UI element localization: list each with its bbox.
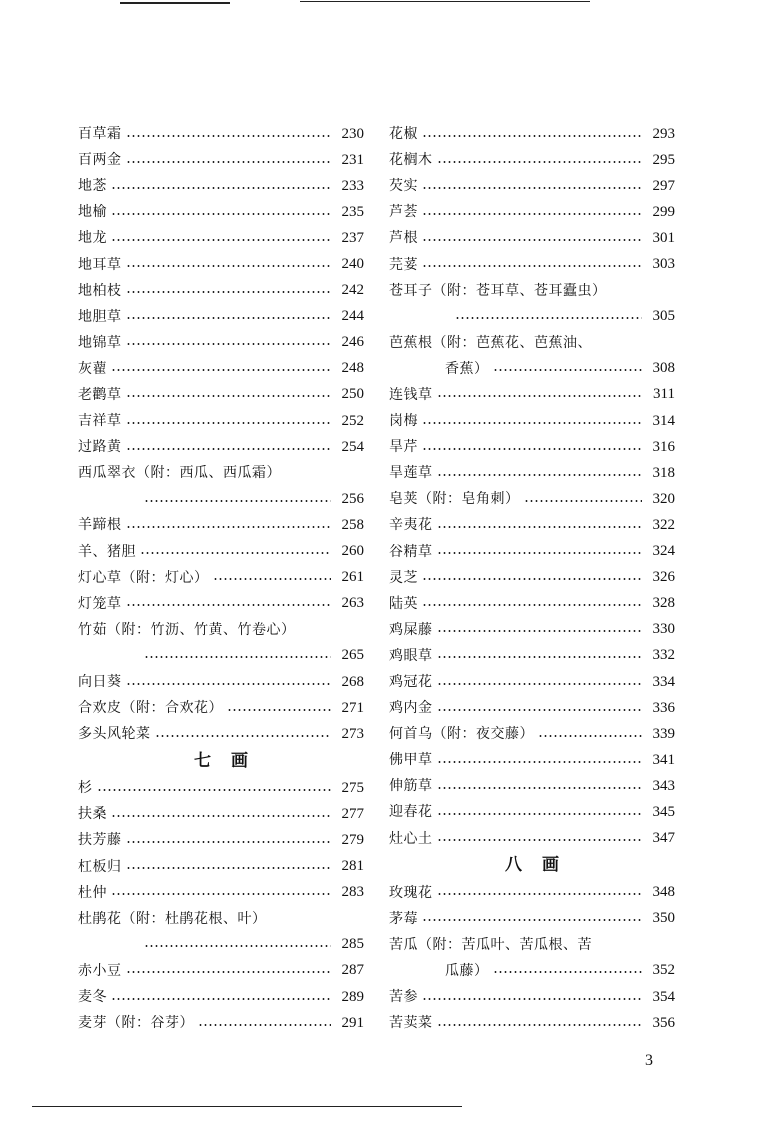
entry-title: 灯笼草 <box>78 595 122 612</box>
dot-leader <box>111 892 331 896</box>
toc-entry <box>78 512 364 538</box>
entry-title: 鸡屎藤 <box>389 621 433 638</box>
dot-leader <box>437 473 643 477</box>
entry-title: 地耳草 <box>78 256 122 273</box>
entry-title: 合欢皮（附：合欢花） <box>78 700 223 717</box>
entry-page: 345 <box>652 803 675 820</box>
toc-entry <box>389 356 675 382</box>
entry-title: 八画 <box>505 855 579 876</box>
toc-entry <box>389 721 675 747</box>
entry-page: 330 <box>652 621 675 638</box>
toc-entry <box>78 565 364 591</box>
entry-page: 334 <box>652 673 675 690</box>
entry-page: 293 <box>652 125 675 142</box>
dot-leader <box>111 814 331 818</box>
toc-entry <box>389 984 675 1010</box>
entry-title: 花椒 <box>389 126 418 143</box>
dot-leader <box>126 682 332 686</box>
toc-entry <box>389 121 675 147</box>
toc-entry <box>78 827 364 853</box>
toc-entry <box>78 854 364 880</box>
entry-page: 250 <box>341 386 364 403</box>
entry-page: 261 <box>341 569 364 586</box>
toc-entry <box>78 330 364 356</box>
entry-page: 256 <box>341 490 364 507</box>
entry-page: 303 <box>652 256 675 273</box>
toc-entry <box>389 225 675 251</box>
toc-entry <box>78 801 364 827</box>
toc-entry <box>389 565 675 591</box>
entry-page: 320 <box>652 490 675 507</box>
entry-page: 354 <box>652 988 675 1005</box>
entry-page: 308 <box>652 360 675 377</box>
dot-leader <box>422 186 642 190</box>
dot-leader <box>422 447 642 451</box>
entry-title: 鸡内金 <box>389 700 433 717</box>
dot-leader <box>524 499 643 503</box>
toc-entry <box>389 591 675 617</box>
dot-leader <box>97 788 332 792</box>
toc-entry <box>389 460 675 486</box>
entry-page: 343 <box>652 777 675 794</box>
entry-page: 271 <box>341 699 364 716</box>
toc-entry <box>389 278 675 304</box>
dot-leader <box>126 525 332 529</box>
dot-leader <box>437 812 643 816</box>
entry-title: 旱芹 <box>389 439 418 456</box>
toc-entry <box>78 225 364 251</box>
dot-leader <box>126 840 332 844</box>
entry-page: 285 <box>341 936 364 953</box>
entry-page: 297 <box>652 177 675 194</box>
entry-title: 迎春花 <box>389 804 433 821</box>
dot-leader <box>538 734 642 738</box>
entry-title: 西瓜翠衣（附：西瓜、西瓜霜） <box>78 465 281 482</box>
entry-title: 地柏枝 <box>78 282 122 299</box>
dot-leader <box>126 264 332 268</box>
toc-entry <box>389 880 675 906</box>
dot-leader <box>126 447 332 451</box>
dot-leader <box>437 1023 643 1027</box>
toc-entry <box>78 434 364 460</box>
dot-leader <box>126 290 332 294</box>
entry-title: 谷精草 <box>389 543 433 560</box>
dot-leader <box>111 212 331 216</box>
dot-leader <box>437 786 643 790</box>
entry-page: 237 <box>341 229 364 246</box>
entry-page: 246 <box>341 334 364 351</box>
toc-entry <box>78 880 364 906</box>
toc-entry <box>78 382 364 408</box>
entry-title: 岗梅 <box>389 413 418 430</box>
entry-page: 281 <box>341 858 364 875</box>
entry-title: 鸡眼草 <box>389 647 433 664</box>
dot-leader <box>422 577 642 581</box>
dot-leader <box>111 997 331 1001</box>
toc-entry <box>389 799 675 825</box>
entry-title: 辛夷花 <box>389 517 433 534</box>
toc-entry <box>389 773 675 799</box>
dot-leader <box>437 551 643 555</box>
entry-page: 356 <box>652 1014 675 1031</box>
dot-leader <box>422 997 642 1001</box>
toc-entry <box>389 330 675 356</box>
dot-leader <box>126 316 332 320</box>
entry-page: 291 <box>341 1014 364 1031</box>
dot-leader <box>437 629 643 633</box>
entry-title: 地龙 <box>78 230 107 247</box>
entry-page: 254 <box>341 438 364 455</box>
toc-entry <box>389 1010 675 1036</box>
entry-page: 244 <box>341 308 364 325</box>
entry-title: 杜鹃花（附：杜鹃花根、叶） <box>78 910 267 927</box>
entry-title: 苍耳子（附：苍耳草、苍耳蠹虫） <box>389 282 607 299</box>
entry-page: 268 <box>341 673 364 690</box>
entry-title: 灯心草（附：灯心） <box>78 569 209 586</box>
toc-entry <box>389 486 675 512</box>
toc-entry <box>389 695 675 721</box>
entry-page: 348 <box>652 884 675 901</box>
toc-entry <box>78 460 364 486</box>
toc-entry <box>78 173 364 199</box>
entry-title: 杠板归 <box>78 858 122 875</box>
toc-entry <box>78 958 364 984</box>
toc-entry <box>78 121 364 147</box>
dot-leader <box>126 603 332 607</box>
entry-title: 香蕉） <box>445 360 489 377</box>
entry-title: 地榆 <box>78 204 107 221</box>
entry-page: 289 <box>341 988 364 1005</box>
entry-title: 地锦草 <box>78 334 122 351</box>
dot-leader <box>455 316 642 320</box>
toc-entry <box>78 669 364 695</box>
toc-entry <box>389 434 675 460</box>
entry-title: 羊、猪胆 <box>78 543 136 560</box>
entry-title: 苦荬菜 <box>389 1015 433 1032</box>
entry-page: 265 <box>341 647 364 664</box>
entry-page: 316 <box>652 438 675 455</box>
entry-page: 277 <box>341 805 364 822</box>
entry-page: 299 <box>652 203 675 220</box>
scan-artifact-top <box>300 1 590 2</box>
entry-title: 灰藋 <box>78 360 107 377</box>
entry-title: 芦根 <box>389 230 418 247</box>
entry-title: 羊蹄根 <box>78 517 122 534</box>
entry-title: 何首乌（附：夜交藤） <box>389 726 534 743</box>
toc-entry <box>389 906 675 932</box>
entry-page: 336 <box>652 699 675 716</box>
dot-leader <box>126 342 332 346</box>
entry-page: 322 <box>652 516 675 533</box>
entry-title: 扶芳藤 <box>78 832 122 849</box>
toc-entry <box>389 669 675 695</box>
entry-title: 七画 <box>194 750 268 771</box>
entry-page: 252 <box>341 412 364 429</box>
entry-page: 311 <box>653 386 675 403</box>
toc-entry <box>78 591 364 617</box>
toc-entry <box>78 251 364 277</box>
entry-title: 芦荟 <box>389 204 418 221</box>
dot-leader <box>198 1023 331 1027</box>
dot-leader <box>437 760 643 764</box>
entry-page: 273 <box>341 725 364 742</box>
dot-leader <box>422 264 642 268</box>
toc-entry <box>78 539 364 565</box>
dot-leader <box>126 134 332 138</box>
entry-title: 花榈木 <box>389 152 433 169</box>
toc-entry <box>78 199 364 225</box>
entry-page: 347 <box>652 830 675 847</box>
toc-entry <box>389 173 675 199</box>
toc-entry <box>389 617 675 643</box>
entry-page: 305 <box>652 308 675 325</box>
toc-entry <box>389 251 675 277</box>
toc-entry <box>78 695 364 721</box>
entry-title: 佛甲草 <box>389 752 433 769</box>
entry-page: 301 <box>652 229 675 246</box>
dot-leader <box>437 682 643 686</box>
entry-title: 地胆草 <box>78 308 122 325</box>
dot-leader <box>126 394 332 398</box>
toc-entry <box>78 617 364 643</box>
entry-title: 麦芽（附：谷芽） <box>78 1015 194 1032</box>
dot-leader <box>437 394 643 398</box>
entry-page: 275 <box>341 779 364 796</box>
entry-title: 杜仲 <box>78 884 107 901</box>
entry-title: 杉 <box>78 780 93 797</box>
section-heading <box>78 747 364 775</box>
entry-title: 老鹳草 <box>78 386 122 403</box>
entry-title: 吉祥草 <box>78 413 122 430</box>
scan-artifact-top <box>120 2 230 4</box>
toc-entry <box>389 512 675 538</box>
toc-entry <box>389 408 675 434</box>
entry-title: 地菍 <box>78 178 107 195</box>
entry-title: 向日葵 <box>78 674 122 691</box>
dot-leader <box>144 944 331 948</box>
entry-title: 过路黄 <box>78 439 122 456</box>
toc-entry <box>78 1010 364 1036</box>
dot-leader <box>422 134 642 138</box>
dot-leader <box>437 655 643 659</box>
dot-leader <box>437 525 643 529</box>
dot-leader <box>437 892 643 896</box>
toc-entry <box>389 539 675 565</box>
section-heading <box>389 852 675 880</box>
entry-page: 295 <box>652 151 675 168</box>
entry-title: 苦瓜（附：苦瓜叶、苦瓜根、苦 <box>389 936 592 953</box>
dot-leader <box>126 421 332 425</box>
toc-entry <box>78 147 364 173</box>
toc-entry <box>78 486 364 512</box>
dot-leader <box>422 918 642 922</box>
toc-entry <box>78 906 364 932</box>
toc-entry <box>389 747 675 773</box>
entry-page: 339 <box>652 725 675 742</box>
page-number: 3 <box>645 1052 653 1069</box>
entry-page: 326 <box>652 569 675 586</box>
entry-page: 314 <box>652 412 675 429</box>
entry-title: 陆英 <box>389 595 418 612</box>
entry-page: 350 <box>652 910 675 927</box>
dot-leader <box>140 551 331 555</box>
dot-leader <box>111 238 331 242</box>
entry-page: 231 <box>341 151 364 168</box>
dot-leader <box>437 160 643 164</box>
dot-leader <box>126 160 332 164</box>
toc-entry <box>389 958 675 984</box>
entry-page: 318 <box>652 464 675 481</box>
dot-leader <box>493 970 643 974</box>
dot-leader <box>422 238 642 242</box>
entry-title: 麦冬 <box>78 989 107 1006</box>
entry-page: 279 <box>341 831 364 848</box>
toc-entry <box>78 775 364 801</box>
dot-leader <box>422 421 642 425</box>
entry-page: 263 <box>341 595 364 612</box>
dot-leader <box>144 655 331 659</box>
toc-entry <box>78 356 364 382</box>
dot-leader <box>437 708 643 712</box>
entry-title: 扶桑 <box>78 806 107 823</box>
dot-leader <box>126 970 332 974</box>
entry-title: 伸筋草 <box>389 778 433 795</box>
entry-title: 芭蕉根（附：芭蕉花、芭蕉油、 <box>389 334 592 351</box>
toc-entry <box>78 721 364 747</box>
toc-entry <box>389 643 675 669</box>
dot-leader <box>111 186 331 190</box>
dot-leader <box>422 212 642 216</box>
toc-entry <box>389 826 675 852</box>
entry-title: 玫瑰花 <box>389 884 433 901</box>
entry-title: 百草霜 <box>78 126 122 143</box>
entry-title: 瓜藤） <box>445 962 489 979</box>
entry-title: 百两金 <box>78 152 122 169</box>
entry-title: 皂荚（附：皂角刺） <box>389 491 520 508</box>
entry-page: 283 <box>341 884 364 901</box>
entry-title: 芫荽 <box>389 256 418 273</box>
entry-title: 芡实 <box>389 178 418 195</box>
dot-leader <box>144 499 331 503</box>
entry-page: 235 <box>341 203 364 220</box>
entry-title: 多头风轮菜 <box>78 726 151 743</box>
entry-page: 258 <box>341 516 364 533</box>
entry-title: 旱莲草 <box>389 465 433 482</box>
entry-page: 242 <box>341 282 364 299</box>
entry-title: 鸡冠花 <box>389 674 433 691</box>
toc-column-right <box>389 121 675 1036</box>
toc-entry <box>389 932 675 958</box>
entry-title: 苦参 <box>389 989 418 1006</box>
dot-leader <box>493 368 643 372</box>
entry-page: 324 <box>652 543 675 560</box>
toc-entry <box>78 643 364 669</box>
dot-leader <box>227 708 331 712</box>
entry-title: 赤小豆 <box>78 962 122 979</box>
scan-artifact-bottom <box>32 1106 462 1107</box>
entry-page: 341 <box>652 751 675 768</box>
entry-title: 灶心土 <box>389 830 433 847</box>
dot-leader <box>111 368 331 372</box>
dot-leader <box>155 734 332 738</box>
entry-title: 竹茹（附：竹沥、竹黄、竹卷心） <box>78 621 296 638</box>
entry-page: 248 <box>341 360 364 377</box>
toc-entry <box>389 382 675 408</box>
toc-entry <box>78 984 364 1010</box>
entry-page: 352 <box>652 962 675 979</box>
toc-entry <box>78 278 364 304</box>
entry-title: 灵芝 <box>389 569 418 586</box>
toc-entry <box>78 304 364 330</box>
toc-entry <box>389 304 675 330</box>
toc-entry <box>78 932 364 958</box>
entry-page: 332 <box>652 647 675 664</box>
toc-entry <box>389 199 675 225</box>
dot-leader <box>213 577 332 581</box>
entry-title: 连钱草 <box>389 386 433 403</box>
dot-leader <box>126 866 332 870</box>
toc-entry <box>78 408 364 434</box>
entry-page: 328 <box>652 595 675 612</box>
entry-page: 233 <box>341 177 364 194</box>
entry-page: 240 <box>341 256 364 273</box>
dot-leader <box>422 603 642 607</box>
toc-column-left <box>78 121 364 1036</box>
entry-page: 287 <box>341 962 364 979</box>
entry-page: 260 <box>341 543 364 560</box>
toc-entry <box>389 147 675 173</box>
dot-leader <box>437 838 643 842</box>
entry-title: 茅莓 <box>389 910 418 927</box>
entry-page: 230 <box>341 125 364 142</box>
